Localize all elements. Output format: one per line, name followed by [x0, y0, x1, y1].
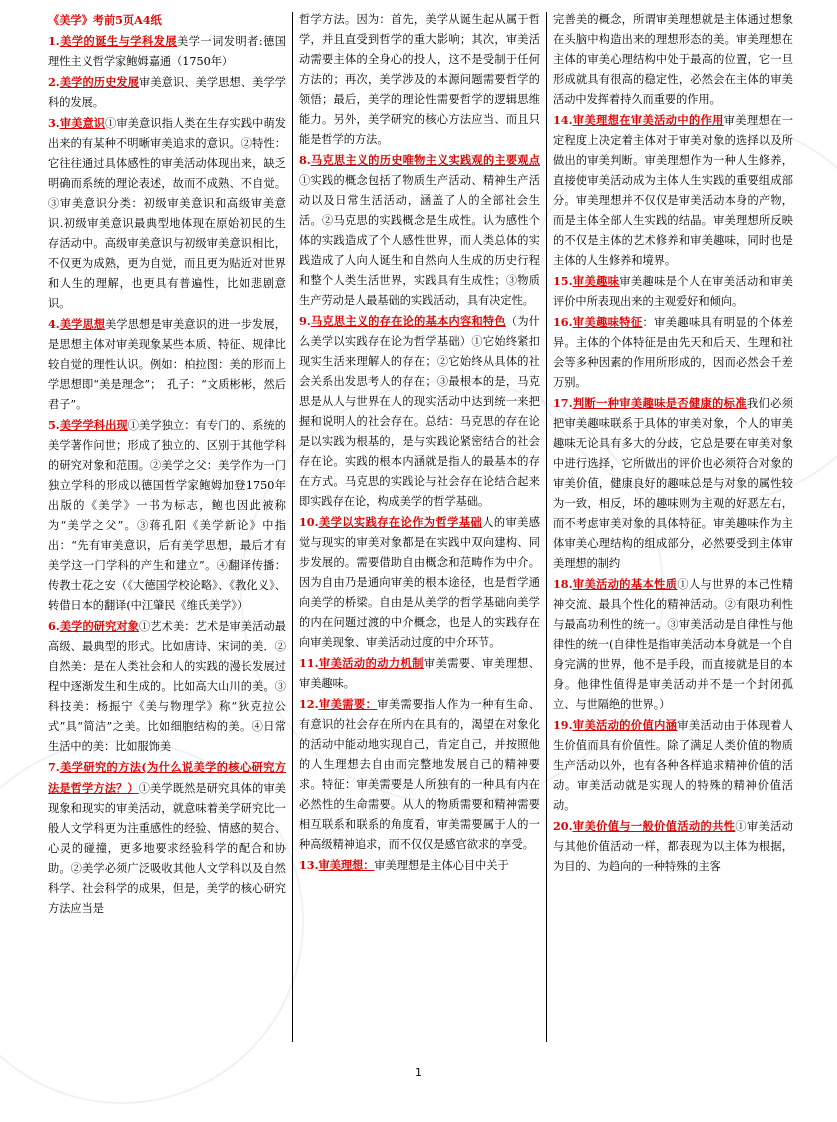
- section-heading: 审美活动的基本性质: [572, 577, 678, 591]
- section-paragraph: [299, 150, 540, 311]
- section-body: ①艺术美：艺术是审美活动最高级、最典型的形式。比如唐诗、宋词的美．②自然美：是在人类社会和人的实践的漫长发展过程中逐渐发生和生成的。比如高大山川的美。③科技美：杨振宁《美与物理学》称“狄克拉公式”具“简洁”之美。比如细胞结构的美。④日常生活中的美：比如服饰美: [48, 620, 286, 753]
- section-body: ①审美活动与其他价值活动一样，都表现为以主体为根据，为目的、为趋向的一种特殊的主客: [553, 820, 793, 873]
- section-number: 8.: [299, 153, 311, 167]
- section-heading: 审美活动的动力机制: [318, 656, 424, 670]
- section-number: 7.: [48, 760, 60, 774]
- section-number: 13.: [299, 858, 319, 872]
- section-heading: 美学学科出现: [59, 418, 128, 432]
- section-body: 审美理想在一定程度上决定着主体对于审美对象的选择以及所做出的审美判断。审美理想作为一种人生修养，直接使审美活动成为主体人生实践的重要组成部分。审美理想并不仅仅是审美活动本身的产物，而是主体全部人生实践的结晶。审美理想所反映的不仅是主体的艺术修养和审美趣味，同时也是主体的人生修养和境界。: [553, 114, 793, 267]
- section-heading: 审美趣味特征: [572, 315, 643, 329]
- section-heading: 美学的历史发展: [59, 75, 140, 89]
- column-3: [553, 10, 793, 1042]
- section-body: ①人与世界的本己性精神交流、最具个性化的精神活动。②有限功利性与最高功利性的统一。③审美活动是自律性与他律性的统一(自律性是指审美活动本身就是一个自身完满的世界，他不是手段，而直接就是目的本身。他律性值得是审美活动并不是一个封闭孤立、与世隔绝的世界。）: [553, 578, 793, 711]
- column-2: [299, 10, 540, 1042]
- section-number: 5.: [48, 418, 60, 432]
- section-paragraph: [553, 110, 793, 271]
- section-paragraph: [48, 314, 286, 415]
- section-body: 美学一词发明者:德国理性主义哲学家鲍姆嘉通（1750年）: [48, 35, 286, 68]
- section-paragraph: [553, 816, 793, 877]
- section-heading: 美学的诞生与学科发展: [59, 34, 178, 48]
- section-paragraph: [553, 393, 793, 574]
- section-heading: 审美理想在审美活动中的作用: [572, 113, 724, 127]
- section-heading: 审美价值与一般价值活动的共性: [572, 819, 736, 833]
- column-2-sections: [299, 10, 540, 876]
- section-heading: 马克思主义的存在论的基本内容和特色: [310, 314, 506, 328]
- section-number: 4.: [48, 317, 60, 331]
- section-heading: 美学思想: [59, 317, 106, 331]
- section-paragraph: [48, 113, 286, 314]
- section-body: 审美活动由于体现着人生价值而具有价值性。除了满足人类价值的物质生产活动以外，也有各种各样追求精神价值的活动。审美活动就是实现人的特殊的精神价值活动。: [553, 719, 793, 812]
- section-body: ①审美意识指人类在生存实践中萌发出来的有某种不明晰审美追求的意识。②特性：它往往通过具体感性的审美活动体现出来，缺乏明确而系统的理论表述，故而不成熟、不自觉。③审美意识分类：初级审美意识和高级审美意识.初级审美意识最典型地体现在原始初民的生存活动中。高级审美意识与初级审美意识相比，不仅更为成熟，更为自觉，而且更为贴近对世界和人生的理解，也更具有普遍性，比如悲剧意识。: [48, 117, 286, 310]
- column-divider: [546, 12, 547, 1042]
- page-number: 1: [415, 1066, 422, 1079]
- section-paragraph: [299, 855, 540, 876]
- section-paragraph: [48, 31, 286, 72]
- section-paragraph: [553, 312, 793, 393]
- document-page: [48, 10, 793, 1050]
- section-number: 1.: [48, 34, 60, 48]
- document-title: 《美学》考前5页A4纸: [48, 13, 162, 27]
- section-body: 审美需要指人作为一种有生命、有意识的社会存在所内在具有的，渴望在对象化的活动中能动地实现自己，肯定自己，并按照他的人生理想去自由而完整地发展自己的精神要求。特征：审美需要是人所独有的一种具有内在必然性的生命需要。从人的物质需要和精神需要相互联系和联系的角度看，审美需要属于人的一种高级精神追求，而不仅仅是感官欲求的享受。: [299, 698, 540, 851]
- section-heading: 审美需要：: [318, 697, 378, 711]
- section-paragraph: [553, 574, 793, 715]
- section-paragraph: [48, 757, 286, 919]
- section-number: 15.: [553, 274, 573, 288]
- section-body: 完善美的概念，所谓审美理想就是主体通过想象在头脑中构造出来的理想形态的美。审美理想在主体的审美心理结构中处于最高的位置，它一旦形成就具有很高的稳定性，必然会在主体的审美活动中发挥着持久而重要的作用。: [553, 13, 793, 106]
- section-heading: 美学的研究对象: [59, 619, 140, 633]
- section-heading: 马克思主义的历史唯物主义实践观的主要观点: [310, 153, 540, 167]
- section-body: 我们必须把审美趣味联系于具体的审美对象，个人的审美趣味无论具有多大的分歧，它总是要在审美对象中进行选择，它所做出的评价也必须符合对象的审美价值，健康良好的趣味总是与对象的属性较为一致，相反，坏的趣味则为主观的好恶左右，而不考虑审美对象的具体特征。审美趣味作为主体审美心理结构的组成部分，必然要受到主体审美理想的制约: [553, 397, 793, 570]
- section-paragraph: [299, 653, 540, 694]
- section-number: 18.: [553, 577, 573, 591]
- section-body: ：审美趣味具有明显的个体差异。主体的个体特征是由先天和后天、生理和社会等多种因素的作用所形成的，因而必然会千差万别。: [553, 316, 793, 389]
- section-number: 19.: [553, 718, 573, 732]
- section-paragraph: [299, 694, 540, 855]
- section-body: 美学思想是审美意识的进一步发展，是思想主体对审美现象某些本质、特征、规律比较自觉的理性认识。例如：柏拉图：美的形而上学思想即“美是理念”； 孔子：“文质彬彬，然后君子”。: [48, 318, 286, 411]
- section-paragraph: [299, 311, 540, 512]
- section-paragraph: [299, 10, 540, 150]
- column-1-sections: [48, 31, 286, 919]
- section-number: 12.: [299, 697, 319, 711]
- section-body: 哲学方法。因为：首先，美学从诞生起从属于哲学，并且直受到哲学的重大影响；其次，审美活动需要主体的全身心的投人，这不是受制于任何方法的；再次，美学涉及的本源问题需要哲学的领悟；最后，美学的理论性需要哲学的逻辑思维能力。另外，美学研究的核心方法应当、而且只能是哲学的方法。: [299, 13, 540, 146]
- section-number: 11.: [299, 656, 319, 670]
- section-number: 14.: [553, 113, 573, 127]
- section-body: ①美学独立：有专门的、系统的美学著作问世；形成了独立的、区别于其他学科的研究对象和范围。②美学之父：美学作为一门独立学科的形成以德国哲学家鲍姆加登1750年出版的《美学》一书为标志，鲍也因此被称为“美学之父”。③蒋孔阳《美学新论》中指出：“先有审美意识，后有美学思想，最后才有美学这一门学科的产生和建立”。④翻译传播：传教士花之安（《大德国学校论略》、《教化义》、转借日本的翻译(中江肇民《维氏美学》）: [48, 419, 286, 612]
- section-number: 3.: [48, 116, 60, 130]
- section-heading: 判断一种审美趣味是否健康的标准: [572, 396, 747, 410]
- section-paragraph: [553, 271, 793, 312]
- section-number: 16.: [553, 315, 573, 329]
- section-paragraph: [553, 10, 793, 110]
- section-body: 审美需要、审美理想、审美趣味。: [299, 657, 540, 690]
- section-heading: 审美意识: [59, 116, 106, 130]
- section-heading: 审美活动的价值内涵: [572, 718, 678, 732]
- section-paragraph: [553, 715, 793, 816]
- section-number: 10.: [299, 515, 319, 529]
- section-paragraph: [48, 72, 286, 113]
- section-body: 审美意识、美学思想、美学学科的发展。: [48, 76, 286, 109]
- section-body: 审美趣味是个人在审美活动和审美评价中所表现出来的主观爱好和倾向。: [553, 275, 793, 308]
- section-body: 审美理想是主体心目中关于: [374, 859, 509, 872]
- section-number: 9.: [299, 314, 311, 328]
- column-3-sections: [553, 10, 793, 877]
- section-paragraph: [48, 415, 286, 616]
- section-heading: 审美理想：: [318, 858, 375, 872]
- section-number: 20.: [553, 819, 573, 833]
- section-heading: 审美趣味: [572, 274, 620, 288]
- column-divider: [292, 12, 293, 1042]
- section-paragraph: [299, 512, 540, 653]
- section-heading: 美学研究的方法(为什么说美学的核心研究方法是哲学方法？）: [48, 760, 286, 795]
- section-heading: 美学以实践存在论作为哲学基础: [318, 515, 483, 529]
- column-1: [48, 10, 286, 1042]
- section-body: ①实践的概念包括了物质生产活动、精神生产活动以及日常生活活动，涵盖了人的全部社会生活。②马克思的实践概念是生成性。认为感性个体的实践造成了个人感性世界，而人类总体的实践造成了人向人诞生和自然向人生成的历史行程和整个人类生活世界，实践具有生成性；③物质生产劳动是人最基础的实践活动，具有决定性。: [299, 174, 540, 307]
- section-body: ①美学既然是研究具体的审美现象和现实的审美活动，就意味着美学研究比一般人文学科更为注重感性的经验、情感的契合、心灵的碰撞，更多地要求经验科学的配合和协助。②美学必须广泛吸收其他人文学科以及自然科学、社会科学的成果，但是，美学的核心研究方法应当是: [48, 782, 286, 915]
- section-number: 17.: [553, 396, 573, 410]
- section-body: （为什么美学以实践存在论为哲学基础）①它始终紧扣现实生活来理解人的存在；②它始终从具体的社会关系出发思考人的存在；③最根本的是，马克思是从人与世界在人的现实活动中达到统一来把握和说明人的社会存在。总结：马克思的存在论是以实践为根基的，是与实践论紧密结合的社会存在论。实践的根本内涵就是指人的最基本的存在方式。马克思的实践论与社会存在论结合起来即实践存在论，构成美学的哲学基础。: [299, 315, 540, 508]
- section-number: 2.: [48, 75, 60, 89]
- section-paragraph: [48, 616, 286, 757]
- section-body: 人的审美感觉与现实的审美对象都是在实践中双向建构、同步发展的。需要借助自由概念和范畴作为中介。因为自由乃是通向审美的根本途径，也是哲学通向美学的桥梁。自由是从美学的哲学基础向美学的内在问题过渡的中介概念，也是人的实践存在向审美现象、审美活动过度的中介环节。: [299, 516, 540, 649]
- section-number: 6.: [48, 619, 60, 633]
